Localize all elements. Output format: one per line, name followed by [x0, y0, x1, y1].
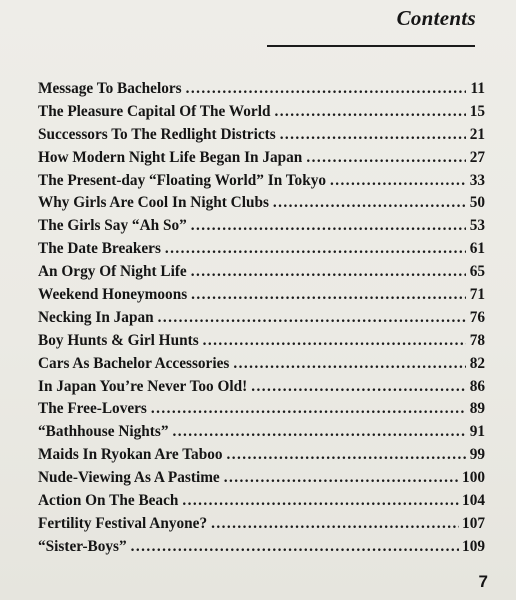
- toc-entry-title: Boy Hunts & Girl Hunts: [38, 331, 199, 349]
- dot-leader: [191, 286, 466, 304]
- toc-entry-title: The Free-Lovers: [38, 400, 147, 418]
- toc-entry-page: 109: [462, 537, 485, 555]
- toc-entry-page: 76: [469, 308, 485, 326]
- toc-entry: [38, 400, 485, 423]
- dot-leader: [158, 309, 466, 327]
- toc-entry: [38, 378, 485, 401]
- toc-entry: [38, 172, 485, 195]
- toc-entry-title: Fertility Festival Anyone?: [38, 514, 208, 532]
- toc-entry-title: Message To Bachelors: [38, 80, 182, 97]
- toc-entry: [38, 309, 485, 332]
- dot-leader: [203, 332, 466, 350]
- dot-leader: [131, 538, 459, 556]
- toc-entry-title: Necking In Japan: [38, 308, 154, 326]
- dot-leader: [224, 469, 459, 487]
- toc-entry-title: Weekend Honeymoons: [38, 286, 188, 304]
- toc-entry-title: The Present-day “Floating World” In Tokyo: [38, 171, 327, 189]
- toc-entry-title: An Orgy Of Night Life: [38, 263, 187, 281]
- toc-entry-page: 89: [469, 400, 485, 418]
- toc-entry: [38, 194, 485, 217]
- toc-entry-title: Maids In Ryokan Are Taboo: [38, 446, 223, 464]
- toc-entry-title: “Bathhouse Nights”: [38, 423, 169, 441]
- toc-entry-page: 61: [469, 240, 485, 258]
- toc-entry-title: Why Girls Are Cool In Night Clubs: [38, 194, 269, 212]
- heading-rule: [267, 45, 475, 47]
- toc-entry: [38, 240, 485, 263]
- toc-entry-title: The Pleasure Capital Of The World: [38, 102, 271, 120]
- dot-leader: [172, 423, 466, 441]
- toc-entry: [38, 469, 485, 492]
- toc-entry-page: 33: [469, 171, 485, 189]
- toc-entry-page: 65: [469, 263, 485, 281]
- dot-leader: [191, 263, 466, 281]
- toc-entry: [38, 80, 485, 103]
- dot-leader: [191, 217, 466, 235]
- toc-entry: [38, 355, 485, 378]
- toc-entry-page: 11: [470, 80, 485, 97]
- toc-entry-page: 21: [469, 125, 485, 143]
- contents-heading: Contents: [396, 6, 476, 30]
- page-number: 7: [478, 572, 488, 591]
- dot-leader: [211, 515, 459, 533]
- toc-entry: [38, 217, 485, 240]
- dot-leader: [306, 149, 466, 167]
- toc-entry-title: “Sister-Boys”: [38, 537, 127, 555]
- toc-entry-title: The Date Breakers: [38, 240, 161, 258]
- dot-leader: [165, 240, 466, 258]
- toc-entry: [38, 126, 485, 149]
- toc-entry: [38, 515, 485, 538]
- toc-entry: [38, 332, 485, 355]
- table-of-contents: [38, 80, 485, 561]
- toc-entry: [38, 263, 485, 286]
- dot-leader: [151, 400, 466, 418]
- dot-leader: [273, 194, 466, 212]
- toc-entry-page: 104: [462, 492, 485, 510]
- toc-entry-page: 78: [469, 331, 485, 349]
- toc-entry-title: Action On The Beach: [38, 492, 179, 510]
- toc-entry-page: 107: [462, 514, 485, 532]
- toc-entry-title: Nude-Viewing As A Pastime: [38, 469, 220, 487]
- toc-entry-page: 71: [469, 286, 485, 304]
- toc-entry-page: 27: [469, 148, 485, 166]
- toc-entry: [38, 286, 485, 309]
- toc-entry-title: How Modern Night Life Began In Japan: [38, 148, 303, 166]
- toc-entry: [38, 538, 485, 561]
- toc-entry: [38, 492, 485, 515]
- dot-leader: [233, 355, 466, 373]
- toc-entry-page: 99: [469, 446, 485, 464]
- dot-leader: [280, 126, 466, 144]
- toc-entry: [38, 103, 485, 126]
- toc-entry: [38, 423, 485, 446]
- toc-entry-page: 82: [469, 354, 485, 372]
- dot-leader: [251, 378, 466, 396]
- dot-leader: [186, 80, 466, 98]
- toc-entry-title: Successors To The Redlight Districts: [38, 125, 276, 143]
- toc-entry-page: 50: [469, 194, 485, 212]
- toc-entry: [38, 149, 485, 172]
- toc-entry-page: 91: [469, 423, 485, 441]
- dot-leader: [330, 172, 466, 190]
- toc-entry-title: In Japan You’re Never Too Old!: [38, 377, 248, 395]
- toc-entry-page: 15: [469, 102, 485, 120]
- toc-entry-page: 86: [469, 377, 485, 395]
- toc-entry: [38, 446, 485, 469]
- toc-entry-page: 53: [469, 217, 485, 235]
- toc-entry-title: Cars As Bachelor Accessories: [38, 354, 230, 372]
- dot-leader: [227, 446, 466, 464]
- dot-leader: [274, 103, 466, 121]
- toc-entry-page: 100: [462, 469, 485, 487]
- toc-entry-title: The Girls Say “Ah So”: [38, 217, 187, 235]
- dot-leader: [182, 492, 459, 510]
